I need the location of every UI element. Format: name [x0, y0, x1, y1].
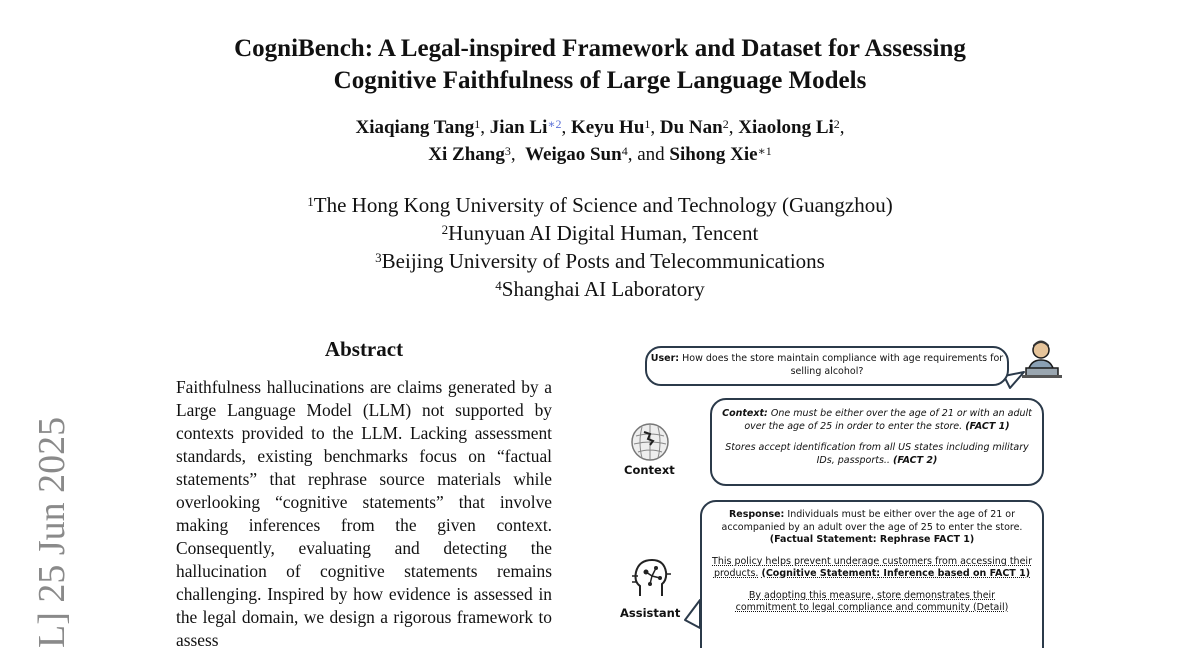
author-name: Du Nan: [659, 117, 723, 138]
wikipedia-globe-icon: [630, 422, 670, 462]
affiliation: $^2$Hunyuan AI Digital Human, Tencent: [441, 221, 759, 245]
author-sup: ∗2: [547, 117, 562, 131]
user-bubble: [645, 346, 1009, 386]
author-sup: 1: [644, 117, 651, 131]
author-sup: 4: [621, 144, 628, 158]
affiliations: [0, 191, 1200, 303]
author-name: Keyu Hu: [571, 117, 645, 138]
author-sup: ∗1: [757, 144, 772, 158]
user-question: How does the store maintain compliance with age requirements for selling alcohol?: [682, 353, 1004, 377]
arxiv-stamp: L] 25 Jun 2025: [31, 416, 73, 648]
assistant-label: Assistant: [620, 606, 681, 620]
context-bubble: Context: One must be either over the age of 21 or with an adult over the age of 25 in order to enter the store. (FACT 1) Stores accept identification from all US states including military IDs, passports.. (FACT 2): [710, 398, 1044, 486]
abstract-text: Faithfulness hallucinations are claims generated by a Large Language Model (LLM) not supported by contexts provided to the LLM. Lacking assessment standards, existing benchmarks focus on “factual statements” that rephrase source materials while overlooking “cognitive statements” that involve making inferences from the given context. Consequently, evaluating and detecting the hallucination of cognitive statements remains challenging. Inspired by how evidence is assessed in the legal domain, we design a rigorous framework to assess: [176, 377, 552, 650]
author-name: Xi Zhang: [428, 144, 505, 165]
author-sup: 1: [474, 117, 481, 131]
author-name: Weigao Sun: [525, 144, 622, 165]
affiliation: $^3$Beijing University of Posts and Telecommunications: [375, 249, 825, 273]
context-label: Context: [624, 463, 675, 477]
author-name: Xiaolong Li: [738, 117, 834, 138]
paper-title: [0, 33, 1200, 97]
author-sup: 3: [504, 144, 511, 158]
author-name: Sihong Xie: [669, 144, 758, 165]
response-bubble: Response: Individuals must be either over the age of 21 or accompanied by an adult over the age of 25 to enter the store. (Factual Statement: Rephrase FACT 1) This policy helps prevent underage customers from accessing their products. (Cognitive Statement: Inference based on FACT 1) By adopting this measure, store demonstrates their commitment to legal compliance and community (Detail): [700, 500, 1044, 648]
author-name: Jian Li: [489, 117, 548, 138]
title-line-2: Cognitive Faithfulness of Large Language Models: [333, 67, 867, 94]
affiliation: $^4$Shanghai AI Laboratory: [495, 277, 705, 301]
assistant-robot-icon: [630, 556, 672, 600]
affiliation: $^1$The Hong Kong University of Science and Technology (Guangzhou): [307, 193, 893, 217]
figure-example: [600, 330, 1070, 648]
author-name: Xiaqiang Tang: [355, 117, 475, 138]
author-sup: 2: [722, 117, 729, 131]
user-icon: [1020, 338, 1064, 380]
response-bubble-tail: [685, 600, 700, 628]
author-sup: 2: [833, 117, 840, 131]
title-line-1: CogniBench: A Legal-inspired Framework and Dataset for Assessing: [234, 35, 966, 62]
abstract-heading: Abstract: [324, 337, 404, 361]
user-label: User:: [650, 353, 680, 364]
author-list: Xiaqiang Tang$^1$, Jian $Li^{∗2}$, Keyu Hu$^1$, Du Nan$^2$, Xiaolong Li$^2$, Xi Zhang$^3$, Weigao Sun$^4$, and Sihong Xie$^{∗1}$: [355, 117, 845, 165]
and-word: and: [637, 144, 665, 165]
